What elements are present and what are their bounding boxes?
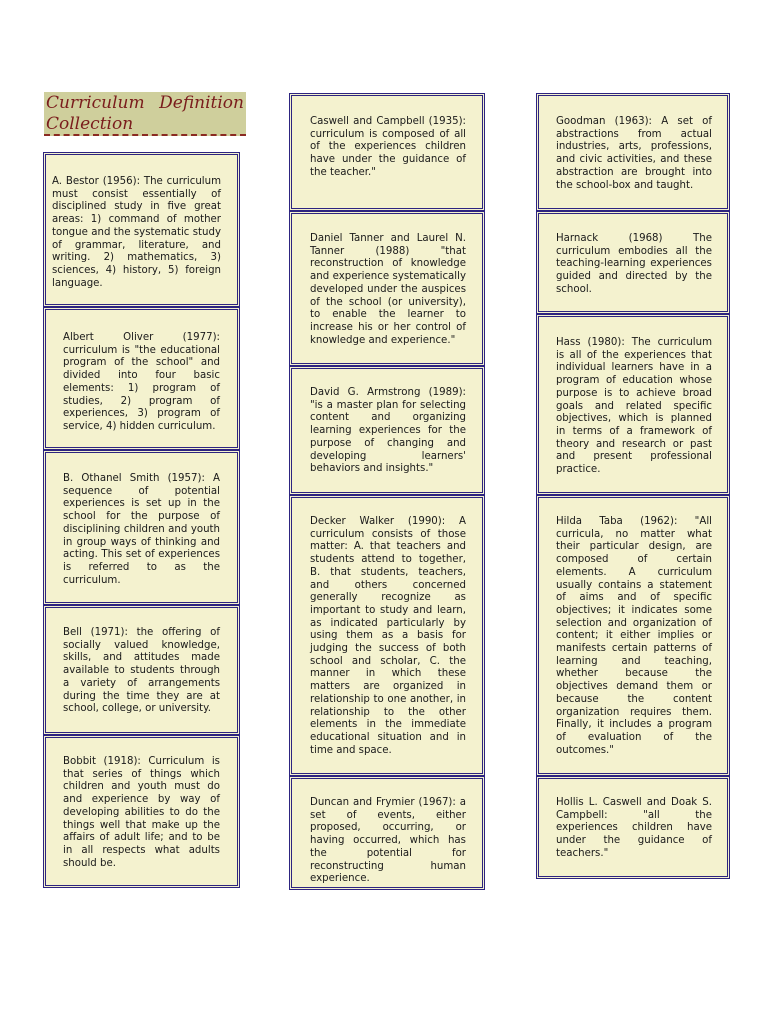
title-line-1: [46, 93, 244, 114]
definition-card-goodman: [536, 93, 730, 211]
definition-text: A. Bestor (1956): The curriculum must consist essentially of disciplined study in five great areas: 1) command of mother tongue and the systematic study of grammar, literature, and writing. 2) mathematics, 3) sciences, 4) history, 5) foreign language.: [52, 176, 221, 289]
definition-text: Hollis L. Caswell and Doak S. Campbell: "all the experiences children have under the guidance of teachers.": [556, 797, 712, 859]
definition-text: Duncan and Frymier (1967): a set of events, either proposed, occurring, or having occurred, which has the potential for reconstructing human experience.: [310, 797, 466, 885]
definition-card-smith: [43, 450, 240, 605]
definition-text: Goodman (1963): A set of abstractions from actual industries, arts, professions, and civic activities, and these abstraction are brought into the school-box and taught.: [556, 116, 712, 191]
definition-card-taba: [536, 495, 730, 776]
definition-text: B. Othanel Smith (1957): A sequence of potential experiences is set up in the school for the purpose of disciplining children and youth in group ways of thinking and acting. This set of experiences is referred to as the curriculum.: [63, 473, 220, 586]
definition-card-bell: [43, 605, 240, 735]
definition-card-bobbit: [43, 735, 240, 888]
definition-card-oliver: [43, 307, 240, 450]
definition-text: Bobbit (1918): Curriculum is that series of things which children and youth must do and experience by way of developing abilities to do the things well that make up the affairs of adult life; and to be in all respects what adults should be.: [63, 756, 220, 869]
definition-card-bestor: [43, 152, 240, 307]
title-word-curriculum: Curriculum: [46, 93, 145, 113]
definition-card-caswell-campbell-2: [536, 776, 730, 879]
definition-card-caswell-campbell: [289, 93, 485, 211]
definition-text: Bell (1971): the offering of socially valued knowledge, skills, and attitudes made available to students through a variety of arrangements during the time they are at school, college, or university.: [63, 627, 220, 715]
collection-title: [44, 92, 246, 136]
definition-text: Daniel Tanner and Laurel N. Tanner (1988) "that reconstruction of knowledge and experience systematically developed under the auspices of the school (or university), to enable the learner to increase his or her control of knowledge and experience.": [310, 233, 466, 346]
definition-text: Decker Walker (1990): A curriculum consists of those matter: A. that teachers and students attend to together, B. that students, teachers, and others concerned generally recognize as important to study and learn, as indicated particularly by using them as a basis for judging the success of both school and scholar, C. the manner in which these matters are organized in relationship to one another, in relationship to the other elements in the immediate educational situation and in time and space.: [310, 516, 466, 756]
definition-card-hass: [536, 314, 730, 495]
definition-card-harnack: [536, 211, 730, 314]
definition-card-walker: [289, 495, 485, 776]
definition-card-duncan-frymier: [289, 776, 485, 890]
definition-text: Albert Oliver (1977): curriculum is "the educational program of the school" and divided into four basic elements: 1) program of studies, 2) program of experiences, 3) program of service, 4) hidden curriculum.: [63, 332, 220, 432]
definition-text: Hilda Taba (1962): "All curricula, no matter what their particular design, are composed of certain elements. A curriculum usually contains a statement of aims and of specific objectives; it indicates some selection and organization of content; it either implies or manifests certain patterns of learning and teaching, whether because the objectives demand them or because the content organization requires them. Finally, it includes a program of evaluation of the outcomes.": [556, 516, 712, 756]
definition-text: David G. Armstrong (1989): "is a master plan for selecting content and organizing learning experiences for the purpose of changing and developing learners' behaviors and insights.": [310, 387, 466, 475]
definition-text: Harnack (1968) The curriculum embodies all the teaching-learning experiences guided and directed by the school.: [556, 233, 712, 295]
definition-card-armstrong: [289, 366, 485, 495]
definition-card-tanner: [289, 211, 485, 366]
title-word-definition: Definition: [159, 93, 244, 113]
definition-text: Caswell and Campbell (1935): curriculum is composed of all of the experiences children have under the guidance of the teacher.": [310, 116, 466, 178]
title-line-2: Collection: [46, 114, 134, 134]
definition-text: Hass (1980): The curriculum is all of the experiences that individual learners have in a program of education whose purpose is to achieve broad goals and related specific objectives, which is planned in terms of a framework of theory and research or past and present professional practice.: [556, 337, 712, 476]
